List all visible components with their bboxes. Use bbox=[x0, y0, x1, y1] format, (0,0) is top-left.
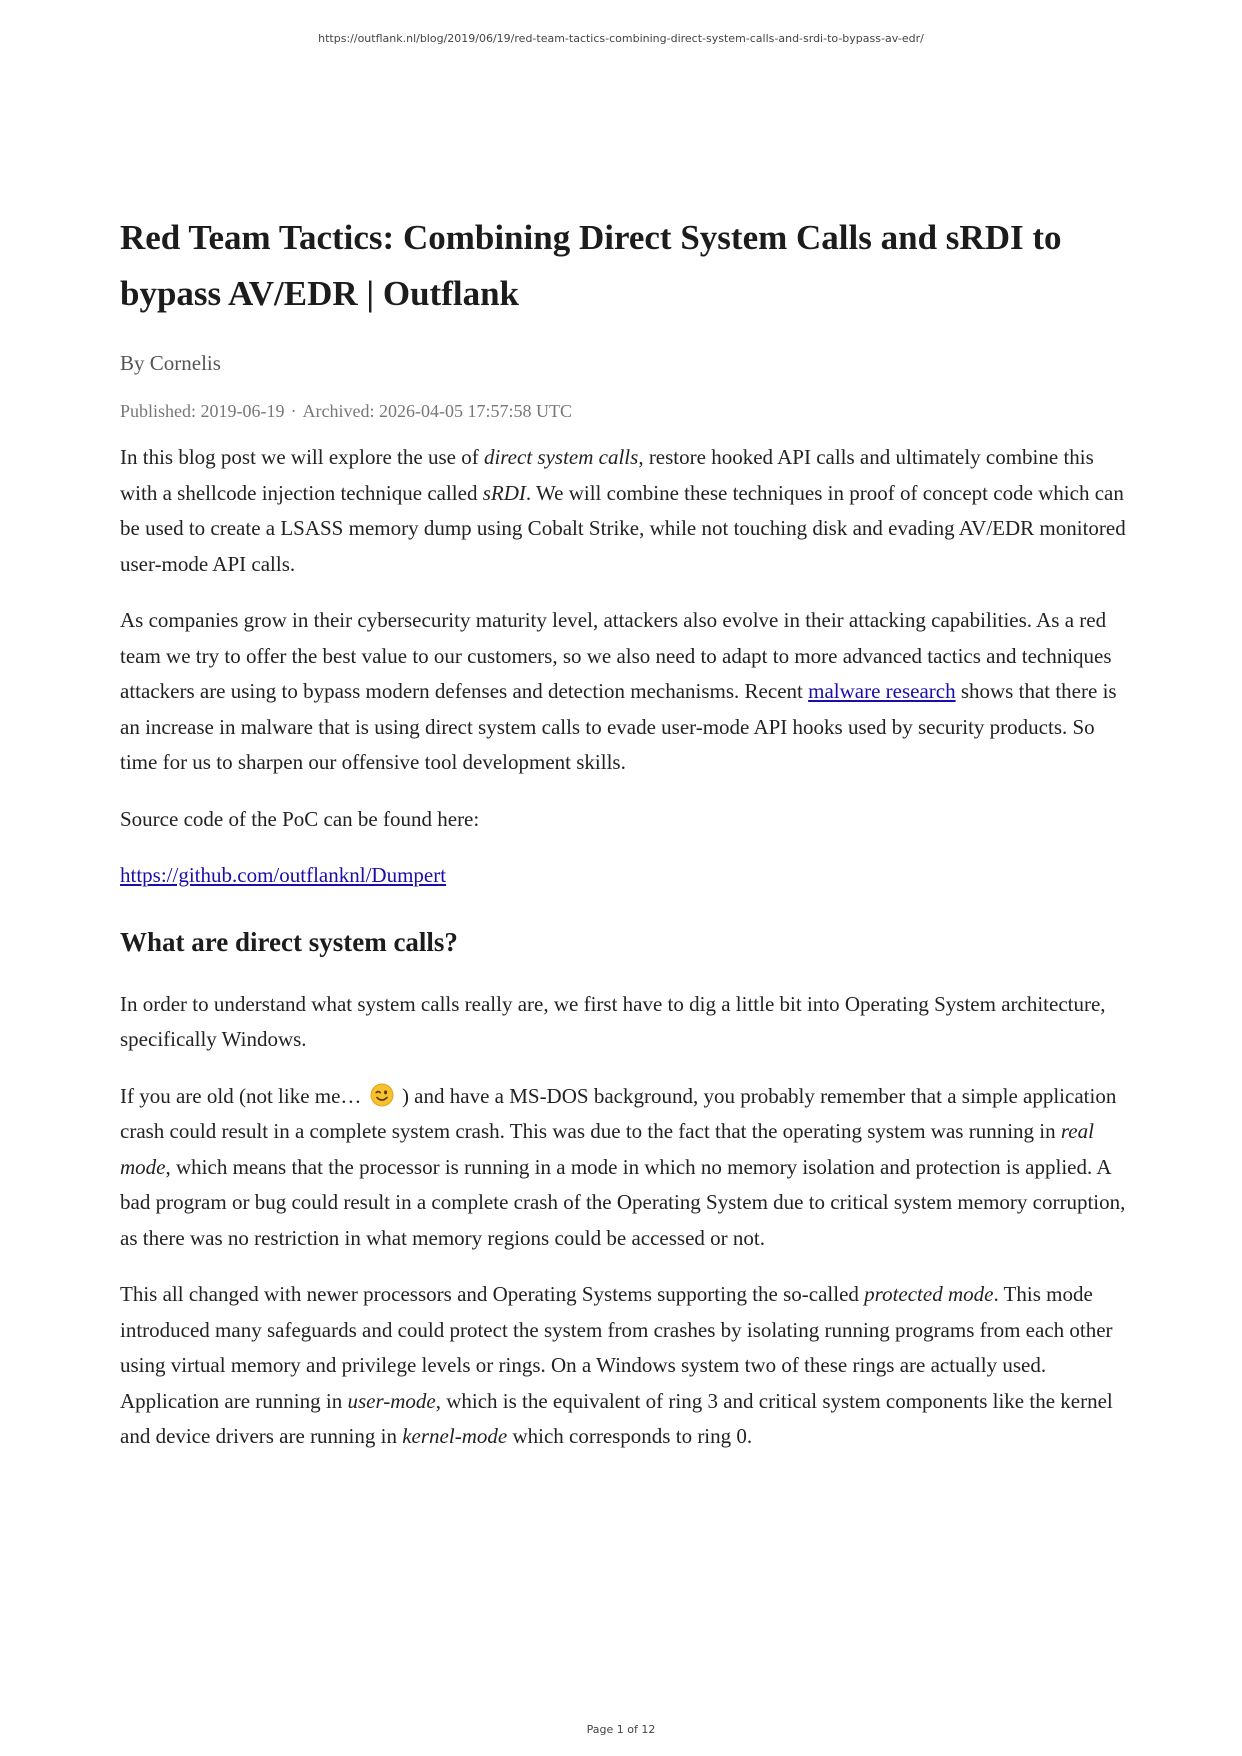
text-run: which corresponds to ring 0. bbox=[507, 1424, 753, 1448]
publication-meta bbox=[120, 398, 1130, 424]
architecture-paragraph: In order to understand what system calls really are, we first have to dig a little bit into Operating System architecture, specifically Windows. bbox=[120, 991, 1106, 1051]
emphasis-direct-system-calls: direct system calls bbox=[483, 445, 639, 469]
article-content bbox=[120, 210, 1130, 1455]
emphasis-protected-mode: protected mode bbox=[864, 1282, 994, 1306]
text-run: , which means that the processor is running in a mode in which no memory isolation and protection is applied. A bad program or bug could result in a complete crash of the Operating System due to critical system memory corruption, as there was no restriction in what memory regions could be accessed or not. bbox=[120, 1154, 1126, 1250]
text-run: , restore hooked API calls and ultimately combine this with a shellcode injection technique called bbox=[120, 445, 1094, 505]
source-code-paragraph: Source code of the PoC can be found here: bbox=[120, 806, 480, 831]
intro-paragraph bbox=[120, 440, 1130, 582]
emphasis-srdi: sRDI bbox=[482, 480, 526, 505]
published-date: Published: 2019-06-19 bbox=[120, 401, 285, 421]
author-byline: By Cornelis bbox=[120, 351, 221, 375]
text-run: This all changed with newer processors and Operating Systems supporting the so-called bbox=[120, 1282, 865, 1306]
archived-date: Archived: 2026-04-05 17:57:58 UTC bbox=[302, 401, 572, 421]
page-url-header: https://outflank.nl/blog/2019/06/19/red-team-tactics-combining-direct-system-calls-and-srdi-to-bypass-av-edr/ bbox=[318, 32, 924, 45]
page-indicator: Page 1 of 12 bbox=[586, 1723, 656, 1736]
winking-face-icon bbox=[370, 1083, 394, 1107]
text-run: ) and have a MS-DOS background, you probably remember that a simple application crash could result in a complete system crash. This was due to the fact that the operating system was running in bbox=[120, 1083, 1117, 1143]
emphasis-real-mode: real mode bbox=[120, 1119, 1094, 1179]
maturity-paragraph bbox=[120, 603, 1130, 781]
repo-link-paragraph bbox=[120, 858, 1130, 894]
protected-mode-paragraph bbox=[120, 1277, 1130, 1455]
meta-separator: · bbox=[290, 401, 297, 421]
emphasis-user-mode: user-mode bbox=[347, 1388, 436, 1413]
text-run: As companies grow in their cybersecurity maturity level, attackers also evolve in their attacking capabilities. As a red team we try to offer the best value to our customers, so we also need to adapt to more advanced tactics and techniques attackers are using to bypass modern defenses and detection mechanisms. Recent bbox=[120, 608, 1112, 703]
emphasis-kernel-mode: kernel-mode bbox=[402, 1424, 508, 1448]
msdos-paragraph bbox=[120, 1079, 1130, 1257]
malware-research-link[interactable]: malware research bbox=[808, 679, 956, 703]
text-run: , which is the equivalent of ring 3 and critical system components like the kernel and device drivers are running in bbox=[120, 1388, 1113, 1448]
article-title: Red Team Tactics: Combining Direct System Calls and sRDI to bypass AV/EDR | Outflank bbox=[120, 218, 1062, 313]
text-run: . This mode introduced many safeguards and could protect the system from crashes by isolating running programs from each other using virtual memory and privilege levels or rings. On a Windows system two of these rings are actually used. Application are running in bbox=[120, 1282, 1113, 1413]
text-run: If you are old (not like me… bbox=[120, 1083, 367, 1108]
github-repo-link[interactable]: https://github.com/outflanknl/Dumpert bbox=[120, 863, 447, 887]
section-heading: What are direct system calls? bbox=[120, 926, 458, 957]
text-run: shows that there is an increase in malware that is using direct system calls to evade user-mode API hooks used by security products. So time for us to sharpen our offensive tool development skills. bbox=[120, 679, 1117, 774]
text-run: In this blog post we will explore the use of bbox=[120, 445, 484, 469]
text-run: . We will combine these techniques in proof of concept code which can be used to create a LSASS memory dump using Cobalt Strike, while not touching disk and evading AV/EDR monitored user-mode API calls. bbox=[120, 480, 1126, 576]
